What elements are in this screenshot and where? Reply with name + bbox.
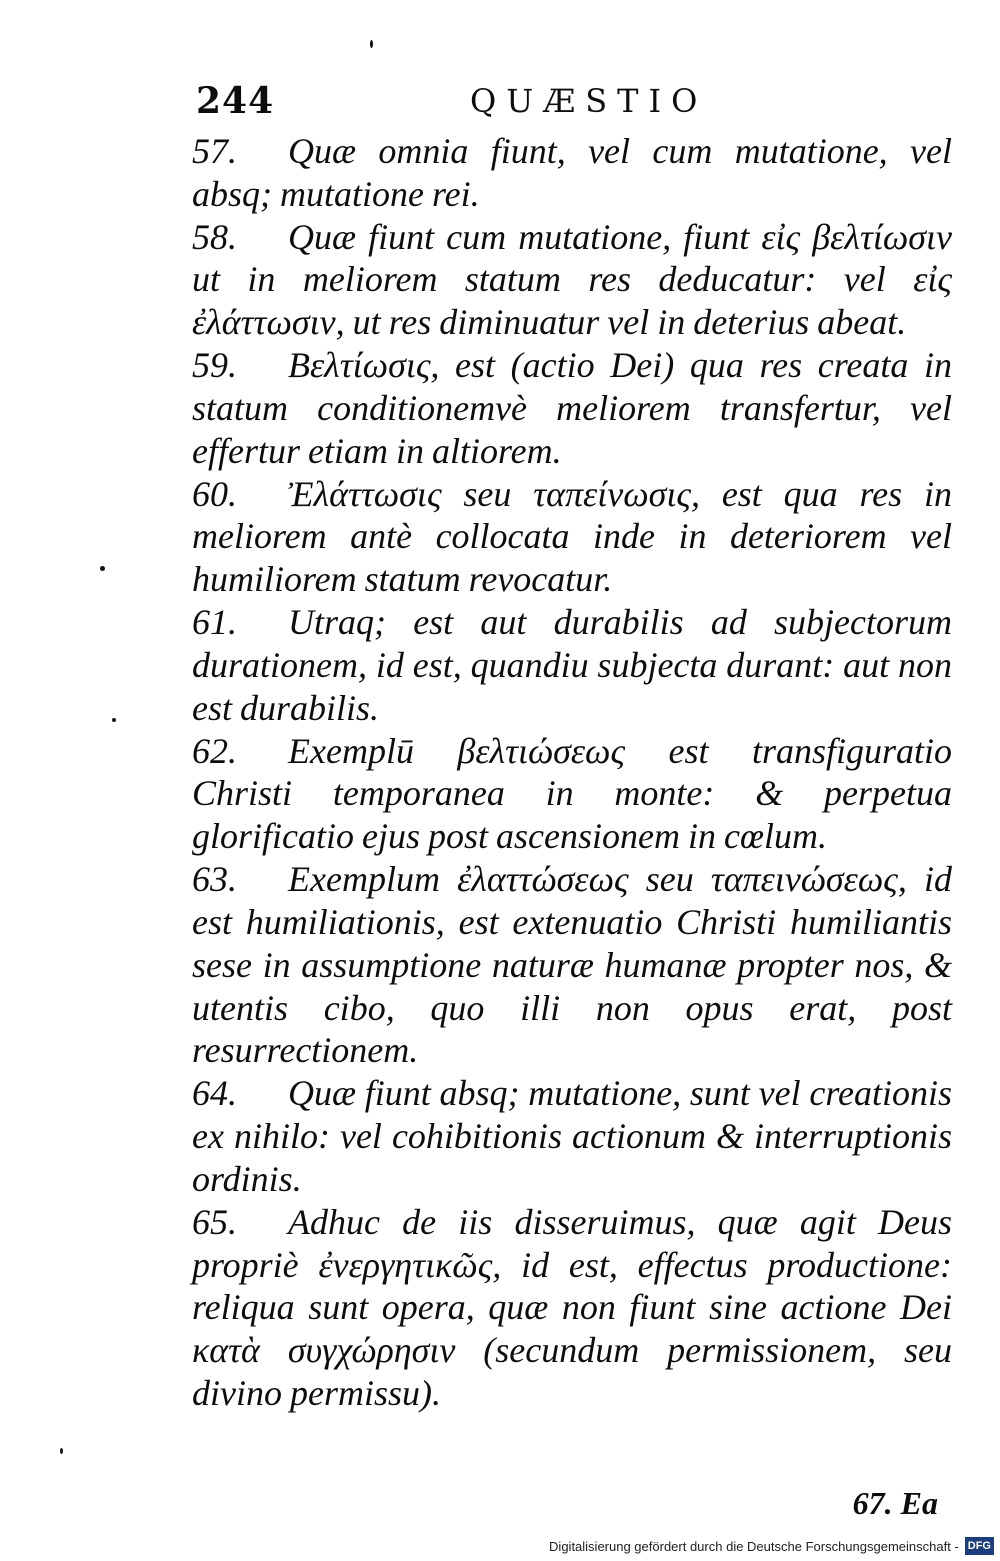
paragraph-text: Βελτίωσις, est (actio Dei) qua res creata in statum conditionemvè meliorem transfertur, vel effertur etiam in altiorem. [192, 345, 952, 471]
paragraph-number: 58. [192, 216, 237, 257]
page-header [190, 80, 950, 130]
catchword: 67. Ea [852, 1485, 938, 1521]
scan-speck [60, 1448, 63, 1454]
footer-credit: Digitalisierung gefördert durch die Deutsche Forschungsgemeinschaft - [549, 1538, 959, 1554]
paragraph-63 [192, 858, 952, 1072]
paragraph-number: 62. [192, 730, 237, 771]
paragraph-58 [192, 216, 952, 344]
scan-speck [370, 40, 373, 48]
paragraph-text: Adhuc de iis disseruimus, quæ agit Deus propriè ἐνεργητικῶς, id est, effectus productione: reliqua sunt opera, quæ non fiunt sine actione Dei κατὰ συγχώρησιν (secundum permissionem, seu divino permissu). [192, 1201, 952, 1414]
text-body [192, 130, 952, 1415]
paragraph-61 [192, 601, 952, 729]
paragraph-number: 63. [192, 859, 237, 900]
paragraph-text: Quæ omnia fiunt, vel cum mutatione, vel absq; mutatione rei. [192, 131, 952, 214]
paragraph-number: 59. [192, 345, 237, 386]
paragraph-64 [192, 1072, 952, 1200]
paragraph-62 [192, 730, 952, 858]
running-title: QUÆSTIO [470, 82, 708, 120]
paragraph-57 [192, 130, 952, 216]
scan-speck [100, 566, 105, 571]
paragraph-number: 57. [192, 131, 237, 171]
dfg-logo-icon: DFG [965, 1537, 994, 1555]
paragraph-60 [192, 473, 952, 601]
paragraph-text: Exemplum ἐλαττώσεως seu ταπεινώσεως, id est humiliationis, est extenuatio Christi humiliantis sese in assumptione naturæ humanæ propter nos, & utentis cibo, quo illi non opus erat, post resurrectionem. [192, 859, 952, 1071]
paragraph-text: Utraq; est aut durabilis ad subjectorum durationem, id est, quandiu subjecta durant: aut non est durabilis. [192, 602, 952, 728]
page-number: 244 [196, 80, 275, 122]
paragraph-text: Exemplū βελτιώσεως est transfiguratio Christi temporanea in monte: & perpetua glorificatio ejus post ascensionem in cœlum. [192, 730, 952, 857]
paragraph-number: 65. [192, 1201, 237, 1242]
scan-speck [112, 718, 116, 722]
paragraph-number: 61. [192, 602, 237, 643]
paragraph-number: 60. [192, 473, 237, 514]
digitization-footer [549, 1535, 994, 1557]
paragraph-text: Ἐλάττωσις seu ταπείνωσις, est qua res in meliorem antè collocata inde in deteriorem vel humiliorem statum revocatur. [192, 473, 952, 600]
paragraph-text: Quæ fiunt absq; mutatione, sunt vel creationis ex nihilo: vel cohibitionis actionum & interruptionis ordinis. [192, 1073, 952, 1199]
paragraph-65 [192, 1201, 952, 1415]
paragraph-59 [192, 344, 952, 472]
paragraph-text: Quæ fiunt cum mutatione, fiunt εἰς βελτίωσιν ut in meliorem statum res deducatur: vel εἰς ἐλάττωσιν, ut res diminuatur vel in deterius abeat. [192, 216, 952, 343]
paragraph-number: 64. [192, 1073, 237, 1114]
